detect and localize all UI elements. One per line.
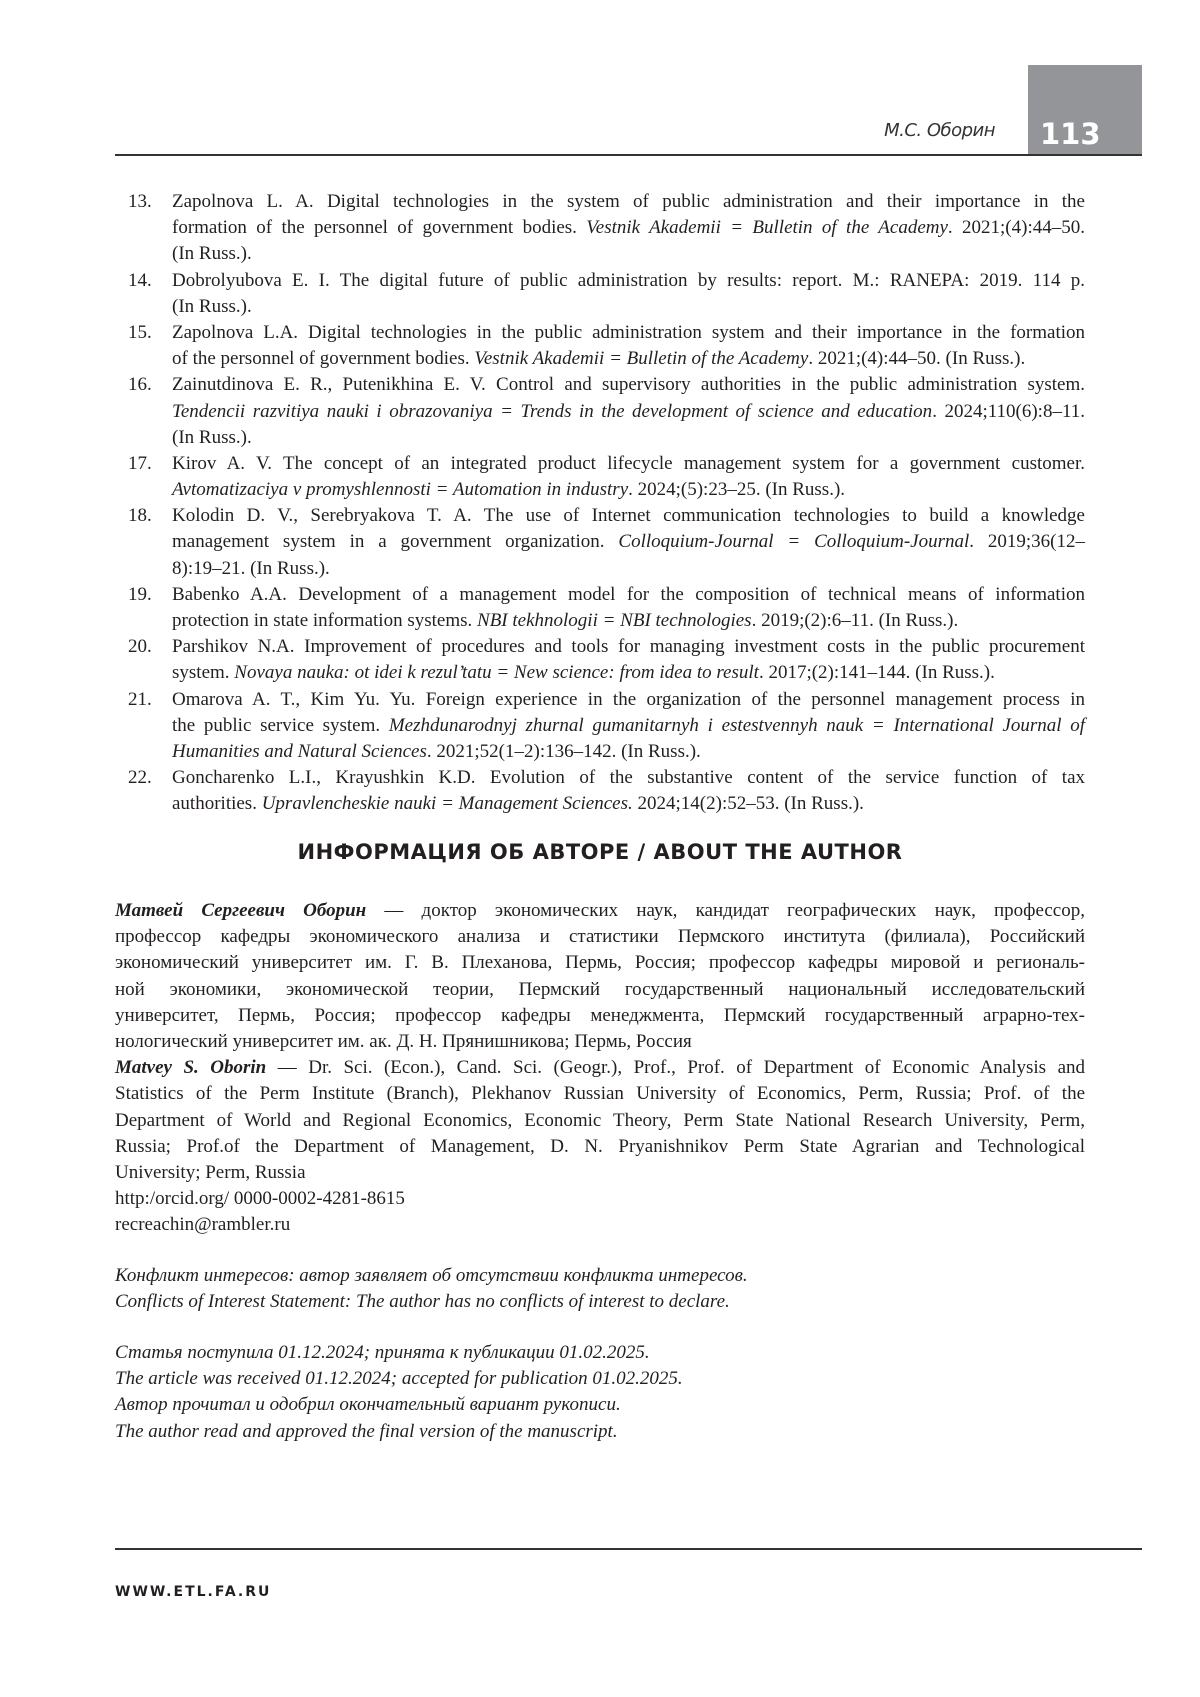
text-segment: (In Russ.). [172, 427, 252, 448]
reference-number: 22. [128, 765, 152, 791]
text-segment: recreachin@rambler.ru [115, 1214, 290, 1235]
text-segment: Kolodin D. V., Serebryakova T. A. The use of Internet communication technologies to build a knowledge [172, 505, 1085, 526]
text-line [115, 1003, 1085, 1029]
conflict-en: Conflicts of Interest Statement: The author has no conflicts of interest to declare. [115, 1289, 1085, 1315]
text-segment: system. [172, 662, 234, 683]
text-line [172, 425, 1085, 451]
conflict-ru: Конфликт интересов: автор заявляет об отсутствии конфликта интересов. [115, 1263, 1085, 1289]
text-segment: экономический университет им. Г. В. Плеханова, Пермь, Россия; профессор кафедры мировой и региональ- [115, 952, 1085, 973]
text-line [115, 1081, 1085, 1107]
reference-item [128, 765, 1085, 817]
text-segment: . 2024;(5):23–25. (In Russ.). [628, 479, 845, 500]
text-segment: Omarova A. T., Kim Yu. Yu. Foreign experience in the organization of the personnel management process in [172, 689, 1085, 710]
reference-number: 19. [128, 582, 152, 608]
text-line [172, 529, 1085, 555]
footer-rule [115, 1548, 1142, 1550]
text-segment: formation of the personnel of government bodies. [172, 217, 586, 238]
reference-number: 20. [128, 634, 152, 660]
text-segment: . 2021;52(1–2):136–142. (In Russ.). [427, 741, 701, 762]
text-line [115, 977, 1085, 1003]
approval-ru: Автор прочитал и одобрил окончательный вариант рукописи. [115, 1392, 1085, 1418]
text-segment: Statistics of the Perm Institute (Branch), Plekhanov Russian University of Economics, Perm, Russia; Prof. of the [115, 1083, 1085, 1104]
reference-number: 13. [128, 189, 152, 215]
reference-item [128, 503, 1085, 582]
text-segment: Dobrolyubova E. I. The digital future of public administration by results: report. M.: RANEPA: 2019. 114 p. [172, 270, 1085, 291]
text-line [172, 477, 1085, 503]
dates-en: The article was received 01.12.2024; accepted for publication 01.02.2025. [115, 1366, 1085, 1392]
text-line [172, 215, 1085, 241]
text-segment: — доктор экономических наук, кандидат географических наук, профессор, [366, 900, 1085, 921]
author-email [115, 1212, 1085, 1238]
text-line [115, 1160, 1085, 1186]
text-segment: Zapolnova L.A. Digital technologies in the public administration system and their importance in the formation [172, 322, 1085, 343]
text-line [172, 634, 1085, 660]
reference-item [128, 687, 1085, 766]
text-segment: . 2019;(2):6–11. (In Russ.). [752, 610, 959, 631]
conflict-statement [115, 1263, 1085, 1315]
text-line [115, 924, 1085, 950]
author-orcid [115, 1186, 1085, 1212]
journal-title: Avtomatizaciya v promyshlennosti = Automation in industry [172, 479, 628, 500]
text-line [172, 294, 1085, 320]
text-segment: Zapolnova L. A. Digital technologies in the system of public administration and their importance in the [172, 191, 1085, 212]
text-line [172, 189, 1085, 215]
text-segment: Goncharenko L.I., Krayushkin K.D. Evolution of the substantive content of the service function of tax [172, 767, 1085, 788]
text-segment: management system in a government organization. [172, 531, 618, 552]
reference-number: 15. [128, 320, 152, 346]
reference-item [128, 451, 1085, 503]
text-line [172, 765, 1085, 791]
reference-number: 18. [128, 503, 152, 529]
reference-item [128, 634, 1085, 686]
reference-item [128, 372, 1085, 451]
text-segment: . 2017;(2):141–144. (In Russ.). [759, 662, 995, 683]
header-rule [115, 154, 1142, 156]
text-segment: Department of World and Regional Economics, Economic Theory, Perm State National Research University, Perm, [115, 1110, 1085, 1131]
reference-item [128, 320, 1085, 372]
text-line [172, 503, 1085, 529]
article-dates [115, 1340, 1085, 1445]
journal-title: Vestnik Akademii = Bulletin of the Academy [586, 217, 948, 238]
text-segment: . 2024;110(6):8–11. [932, 401, 1085, 422]
text-segment: of the personnel of government bodies. [172, 348, 474, 369]
text-segment: (In Russ.). [172, 296, 252, 317]
text-line [172, 713, 1085, 739]
journal-url[interactable]: WWW.ETL.FA.RU [115, 1584, 271, 1600]
text-line [172, 687, 1085, 713]
journal-title: Humanities and Natural Sciences [172, 741, 427, 762]
dates-ru: Статья поступила 01.12.2024; принята к публикации 01.02.2025. [115, 1340, 1085, 1366]
text-segment: . 2019;36(12– [969, 531, 1085, 552]
text-line [172, 582, 1085, 608]
text-line [172, 739, 1085, 765]
reference-list [128, 189, 1085, 818]
text-line [172, 608, 1085, 634]
author-name: Matvey S. Oborin [115, 1057, 266, 1078]
text-line [172, 791, 1085, 817]
text-line [172, 556, 1085, 582]
text-segment: профессор кафедры экономического анализа и статистики Пермского института (филиала), Российский [115, 926, 1085, 947]
text-segment: нологический университет им. ак. Д. Н. Прянишникова; Пермь, Россия [115, 1031, 692, 1052]
reference-item [128, 189, 1085, 268]
text-segment: — Dr. Sci. (Econ.), Cand. Sci. (Geogr.), Prof., Prof. of Department of Economic Analysis and [266, 1057, 1085, 1078]
text-segment: . 2021;(4):44–50. (In Russ.). [808, 348, 1025, 369]
author-name: Матвей Сергеевич Оборин [115, 900, 366, 921]
text-line [172, 399, 1085, 425]
journal-title: Colloquium-Journal = Colloquium-Journal [618, 531, 969, 552]
text-line [115, 898, 1085, 924]
text-segment: . 2021;(4):44–50. [948, 217, 1085, 238]
text-line [172, 320, 1085, 346]
journal-title: Vestnik Akademii = Bulletin of the Academy [474, 348, 808, 369]
journal-title: Mezhdunarodnyj zhurnal gumanitarnyh i estestvennyh nauk = International Journal of [389, 715, 1085, 736]
reference-item [128, 268, 1085, 320]
text-line [115, 1055, 1085, 1081]
text-segment: the public service system. [172, 715, 389, 736]
text-segment: http:/orcid.org/ 0000-0002-4281-8615 [115, 1188, 405, 1209]
journal-title: Tendencii razvitiya nauki i obrazovaniya = Trends in the development of science and education [172, 401, 932, 422]
text-segment: (In Russ.). [172, 243, 252, 264]
journal-title: NBI tekhnologii = NBI technologies [477, 610, 752, 631]
reference-number: 14. [128, 268, 152, 294]
section-title: ИНФОРМАЦИЯ ОБ АВТОРЕ / ABOUT THE AUTHOR [115, 840, 1085, 864]
journal-title: Upravlencheskie nauki = Management Sciences. [262, 793, 633, 814]
text-line [172, 268, 1085, 294]
text-segment: Parshikov N.A. Improvement of procedures and tools for managing investment costs in the public procurement [172, 636, 1085, 657]
page-number-box [1028, 65, 1142, 155]
text-segment: Zainutdinova E. R., Putenikhina E. V. Control and supervisory authorities in the public administration system. [172, 374, 1085, 395]
reference-number: 17. [128, 451, 152, 477]
text-line [172, 372, 1085, 398]
author-info [115, 898, 1085, 1238]
text-line [172, 241, 1085, 267]
text-segment: Babenko A.A. Development of a management model for the composition of technical means of information [172, 584, 1085, 605]
journal-title: Novaya nauka: ot idei k rezul’tatu = New science: from idea to result [234, 662, 759, 683]
text-line [172, 451, 1085, 477]
text-line [115, 950, 1085, 976]
text-segment: университет, Пермь, Россия; профессор кафедры менеджмента, Пермский государственный аграрно-тех- [115, 1005, 1085, 1026]
text-line [115, 1108, 1085, 1134]
text-segment: 2024;14(2):52–53. (In Russ.). [633, 793, 864, 814]
reference-number: 16. [128, 372, 152, 398]
text-segment: Russia; Prof.of the Department of Management, D. N. Pryanishnikov Perm State Agrarian and Technological [115, 1136, 1085, 1157]
text-segment: ной экономики, экономической теории, Пермский государственный национальный исследовательский [115, 979, 1085, 1000]
text-segment: Kirov A. V. The concept of an integrated product lifecycle management system for a government customer. [172, 453, 1085, 474]
text-segment: University; Perm, Russia [115, 1162, 306, 1183]
text-line [172, 346, 1085, 372]
text-segment: 8):19–21. (In Russ.). [172, 558, 330, 579]
text-line [172, 660, 1085, 686]
text-line [115, 1029, 1085, 1055]
text-segment: protection in state information systems. [172, 610, 477, 631]
running-header-author: М.С. Оборин [884, 120, 995, 141]
approval-en: The author read and approved the final version of the manuscript. [115, 1419, 1085, 1445]
page-number: 113 [1040, 117, 1101, 151]
reference-item [128, 582, 1085, 634]
text-line [115, 1134, 1085, 1160]
text-segment: authorities. [172, 793, 262, 814]
reference-number: 21. [128, 687, 152, 713]
